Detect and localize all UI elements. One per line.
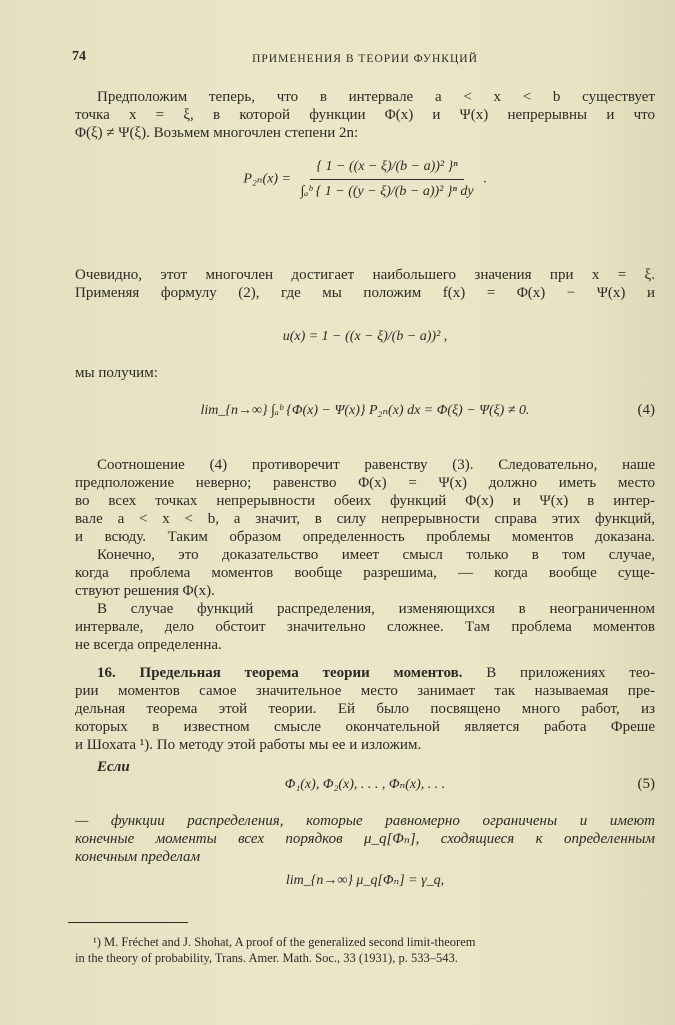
text-line: интервале, дело обстоит значительно сложнее. Там проблема моментов	[75, 619, 655, 635]
equation-4: lim_{n→∞} ∫ₐᵇ {Φ(x) − Ψ(x)} P₂ₙ(x) dx = Φ(ξ) − Ψ(ξ) ≠ 0.	[200, 403, 530, 418]
text-line: и всюду. Таким образом определенность проблемы моментов доказана.	[75, 529, 655, 545]
text-line: и Шохата ¹). По методу этой работы мы ее и изложим.	[75, 737, 422, 753]
theorem-if: Если	[97, 759, 130, 775]
footnote-line: in the theory of probability, Trans. Amer. Math. Soc., 33 (1931), p. 533–543.	[75, 951, 458, 965]
equation-number: (5)	[637, 776, 655, 792]
text-line: конечные моменты всех порядков μ_q[Φₙ], сходящиеся к определенным	[75, 831, 655, 847]
text-line: Применяя формулу (2), где мы положим f(x) = Φ(x) − Ψ(x) и	[75, 285, 655, 301]
text-line: Предположим теперь, что в интервале a < x < b существует	[97, 89, 655, 105]
section-first-line	[75, 664, 655, 682]
equation-lhs: P₂ₙ(x) =	[243, 171, 291, 187]
equation-number: (4)	[637, 402, 655, 418]
text-line: предположение неверно; равенство Φ(x) = Ψ(x) должно иметь место	[75, 475, 655, 491]
equation-p2n	[75, 158, 655, 201]
text-fragment: В приложениях тео-	[486, 665, 655, 681]
fraction	[294, 158, 479, 201]
equation-trail: .	[483, 171, 487, 187]
text-line: Конечно, это доказательство имеет смысл только в том случае,	[97, 547, 655, 563]
text-line: Очевидно, этот многочлен достигает наибольшего значения при x = ξ.	[75, 267, 655, 283]
text-line: В случае функций распределения, изменяющихся в неограниченном	[97, 601, 655, 617]
page-number: 74	[72, 49, 86, 64]
text-line: — функции распределения, которые равномерно ограничены и имеют	[75, 813, 655, 829]
text-line: Соотношение (4) противоречит равенству (3). Следовательно, наше	[97, 457, 655, 473]
text-line: когда проблема моментов вообще разрешима, — когда вообще суще-	[75, 565, 655, 581]
text-line: во всех точках непрерывности обеих функций Φ(x) и Ψ(x) в интер-	[75, 493, 655, 509]
equation-5: Φ₁(x), Φ₂(x), . . . , Φₙ(x), . . .	[284, 777, 446, 792]
text-line: Φ(ξ) ≠ Ψ(ξ). Возьмем многочлен степени 2n:	[75, 125, 359, 141]
footnote-rule	[68, 922, 188, 923]
numerator: { 1 − ((x − ξ)/(b − a))² }ⁿ	[310, 158, 463, 180]
text-line: мы получим:	[75, 365, 158, 381]
equation-u: u(x) = 1 − ((x − ξ)/(b − a))² ,	[282, 329, 448, 344]
denominator: ∫ₐᵇ { 1 − ((y − ξ)/(b − a))² }ⁿ dy	[300, 184, 474, 199]
text-line: конечным пределам	[75, 849, 201, 865]
text-line: вале a < x < b, а значит, в силу непрерывности справа этих функций,	[75, 511, 655, 527]
text-line: точка x = ξ, в которой функции Φ(x) и Ψ(x) непрерывны и что	[75, 107, 655, 123]
running-title: ПРИМЕНЕНИЯ В ТЕОРИИ ФУНКЦИЙ	[252, 53, 478, 65]
equation-limit: lim_{n→∞} μ_q[Φₙ] = γ_q,	[285, 873, 445, 888]
text-line: дельная теорема этой теории. Ей было посвящено много работ, из	[75, 701, 655, 717]
text-line: не всегда определенна.	[75, 637, 222, 653]
section-heading: 16. Предельная теорема теории моментов.	[97, 665, 463, 681]
text-line: ствуют решения Φ(x).	[75, 583, 215, 599]
text-line: которых в известном смысле окончательной является работа Фреше	[75, 719, 655, 735]
footnote-line: ¹) M. Fréchet and J. Shohat, A proof of the generalized second limit-theorem	[93, 935, 476, 949]
text-line: рии моментов самое значительное место занимает так называемая пре-	[75, 683, 655, 699]
